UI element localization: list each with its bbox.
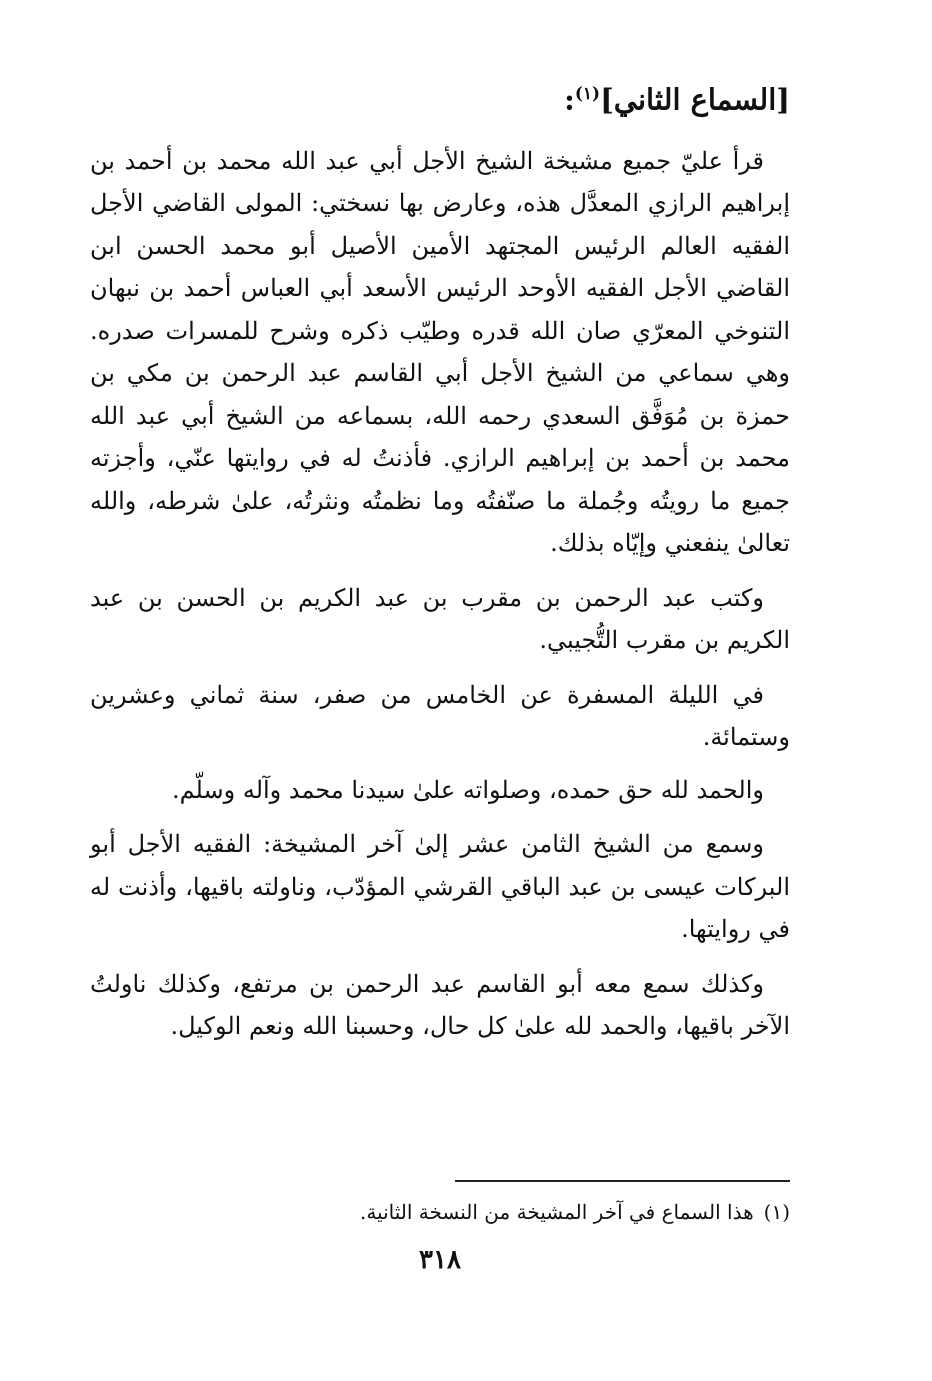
paragraph-certificate-text: قرأ عليّ جميع مشيخة الشيخ الأجل أبي عبد الله محمد بن أحمد بن إبراهيم الرازي المعدَّل هذه، وعارض بها نسختي: المولى القاضي الأجل الفقيه العالم الرئيس المجتهد الأمين الأصيل أبو محمد الحسن ابن القاضي الأجل الفقيه الأوحد الرئيس الأسعد أبي العباس أحمد بن نبهان التنوخي المعرّي صان الله قدره وطيّب ذكره وشرح للمسرات صدره. وهي سماعي من الشيخ الأجل أبي القاسم عبد الرحمن بن مكي بن حمزة بن مُوَفَّق السعدي رحمه الله، بسماعه من الشيخ أبي عبد الله محمد بن أحمد بن إبراهيم الرازي. فأذنتُ له في روايتها عنّي، وأجزته جميع ما رويتُه وجُملة ما صنّفتُه وما نظمتُه ونثرتُه، علىٰ شرطه، والله تعالىٰ ينفعني وإيّاه بذلك. [90, 146, 791, 558]
footnote-text: هذا السماع في آخر المشيخة من النسخة الثانية. [359, 1200, 754, 1224]
page-number: ٣١٨ [419, 1245, 461, 1275]
footnote-number: (١) [763, 1200, 790, 1224]
heading-title: [السماع الثاني] [600, 82, 790, 117]
paragraph-second-listener: وسمع من الشيخ الثامن عشر إلىٰ آخر المشيخة: الفقيه الأجل أبو البركات عيسى بن عبد الباقي القرشي المؤدّب، وناولته باقيها، وأذنت له في روايتها. [90, 830, 790, 944]
footnote-divider [455, 1180, 790, 1182]
paragraph-writer: وكتب عبد الرحمن بن مقرب بن عبد الكريم بن الحسن بن عبد الكريم بن مقرب التُّجيبي. [90, 583, 790, 655]
section-heading [90, 70, 790, 124]
heading-colon: : [564, 82, 575, 117]
paragraph-third-listener: وكذلك سمع معه أبو القاسم عبد الرحمن بن مرتفع، وكذلك ناولتُ الآخر باقيها، والحمد لله علىٰ كل حال، وحسبنا الله ونعم الوكيل. [90, 969, 790, 1041]
document-page [90, 60, 790, 1350]
heading-footnote-ref: (١) [574, 84, 601, 104]
paragraph-praise: والحمد لله حق حمده، وصلواته علىٰ سيدنا محمد وآله وسلّم. [171, 775, 764, 804]
footnote [90, 1196, 790, 1228]
paragraph-date: في الليلة المسفرة عن الخامس من صفر، سنة ثماني وعشرين وستمائة. [90, 680, 790, 752]
